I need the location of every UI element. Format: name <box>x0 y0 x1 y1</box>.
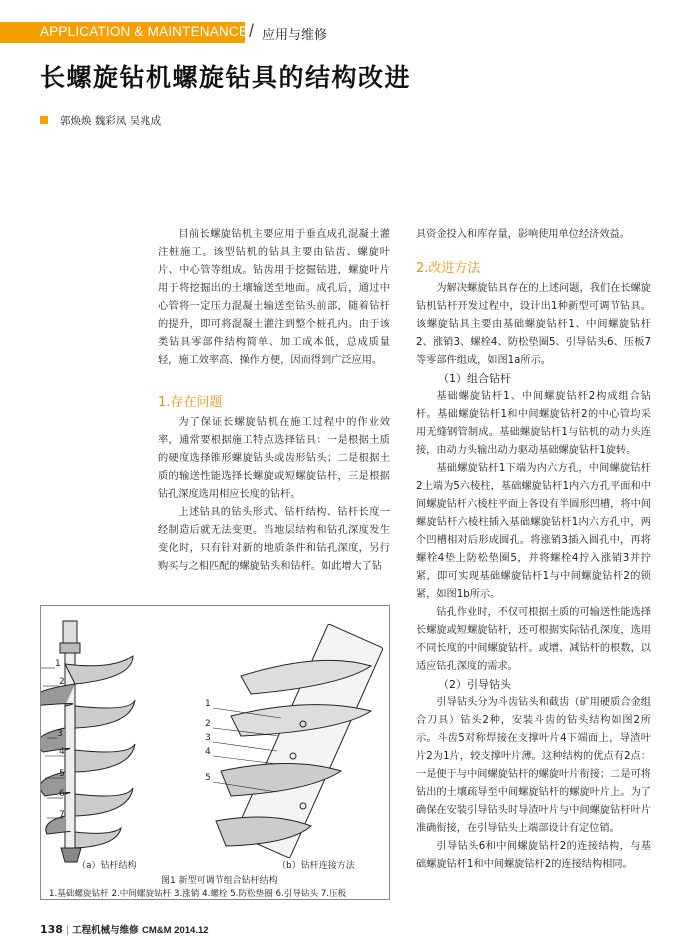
combined-rod-paragraph-2: 基础螺旋钻杆1下端为内六方孔，中间螺旋钻杆2上端为5六棱柱，基础螺旋钻杆1内六方孔平面和中间螺旋钻杆六棱柱平面上各设有半圆形凹槽，将中间螺旋钻杆六棱柱插入基础螺旋钻杆1内六方孔中，两个凹槽相对后形成圆孔。将涨销3插入圆孔中，再将螺栓4垫上防松垫圈5，并将螺栓4拧入涨销3并拧紧，即可实现基础螺旋钻杆1与中间螺旋钻杆2的锁紧，如图1b所示。 <box>416 463 651 600</box>
banner-section-en: APPLICATION & MAINTENANCE <box>40 24 249 39</box>
article-title: 长螺旋钻机螺旋钻具的结构改进 <box>40 63 412 92</box>
journal-issue: CM&M 2014.12 <box>142 925 209 936</box>
continued-paragraph: 具资金投入和库存量，影响使用单位经济效益。 <box>416 229 630 240</box>
figure-legend: 1.基础螺旋钻杆 2.中间螺旋钻杆 3.涨销 4.螺栓 5.防松垫圈 6.引导钻头 7.压板 <box>49 889 347 899</box>
subcaption-b: （b）钻杆连接方法 <box>277 861 355 871</box>
callout-b-1: 1 <box>205 699 211 709</box>
author-names: 郭焕焕 魏彩凤 吴兆成 <box>60 115 162 127</box>
page-number: 138 <box>40 923 63 936</box>
connection-drawing-b <box>213 624 383 859</box>
problems-paragraph-2: 上述钻具的钻头形式、钻杆结构、钻杆长度一经制造后就无法变更。当地层结构和钻孔深度发生变化时，只有针对新的地质条件和钻孔深度，另行购买与之相匹配的螺旋钻头和钻杆。如此增大了钻 <box>158 507 390 572</box>
left-column <box>158 226 390 576</box>
figure-caption: 图1 新型可调节组合钻杆结构 <box>161 876 278 886</box>
callout-b-4: 4 <box>205 747 211 757</box>
callout-a-7: 7 <box>59 810 65 820</box>
drill-rod-drawing <box>41 606 391 901</box>
author-line <box>40 113 161 128</box>
section-heading-improvement: 2.改进方法 <box>416 261 481 276</box>
right-column <box>416 226 651 874</box>
subheading-guide-bit: （2）引导钻头 <box>438 678 511 691</box>
guide-bit-paragraph-2: 引导钻头6和中间螺旋钻杆2的连接结构，与基础螺旋钻杆1和中间螺旋钻杆2的连接结构相同。 <box>416 841 651 870</box>
subcaption-a: （a）钻杆结构 <box>77 861 137 871</box>
callout-a-4: 4 <box>59 747 65 757</box>
subheading-combined-rod: （1）组合钻杆 <box>438 372 511 385</box>
journal-name: 工程机械与维修 <box>72 925 139 936</box>
banner-slash: / <box>249 21 255 41</box>
section-heading-problems: 1.存在问题 <box>158 395 223 410</box>
callout-b-5: 5 <box>205 773 211 783</box>
callout-a-5: 5 <box>59 769 65 779</box>
footer-separator: | <box>65 925 70 936</box>
problems-paragraph-1: 为了保证长螺旋钻机在施工过程中的作业效率，通常要根据施工特点选择钻具：一是根据土质的硬度选择锥形螺旋钻头或齿形钻头；二是根据土质的输送性能选择长螺旋或短螺旋钻杆，三是根据钻孔深度选用相应长度的钻杆。 <box>158 417 390 500</box>
combined-rod-paragraph-3: 钻孔作业时，不仅可根据土质的可输送性能选择长螺旋或短螺旋钻杆，还可根据实际钻孔深度，选用不同长度的中间螺旋钻杆。或增、减钻杆的根数，以适应钻孔深度的需求。 <box>416 607 651 672</box>
callout-a-6: 6 <box>59 789 65 799</box>
callout-a-2: 2 <box>59 677 65 687</box>
figure-1 <box>40 605 390 900</box>
callout-a-1: 1 <box>55 659 61 669</box>
improvement-paragraph-1: 为解决螺旋钻具存在的上述问题，我们在长螺旋钻机钻杆开发过程中，设计出1种新型可调节钻具。该螺旋钻具主要由基础螺旋钻杆1、中间螺旋钻杆2、涨销3、螺栓4、防松垫圈5、引导钻头6、压板7等零部件组成，如图1a所示。 <box>416 283 651 366</box>
page-footer <box>40 922 209 936</box>
author-marker-icon <box>40 116 48 124</box>
banner-section-cn: 应用与维修 <box>262 28 328 43</box>
guide-bit-paragraph-1: 引导钻头分为斗齿钻头和截齿（矿用硬质合金组合刀具）钻头2种，安装斗齿的钻头结构如图2所示。斗齿5对称焊接在支撑叶片4下端面上，导渣叶片2为1片，较支撑叶片薄。这种结构的优点有2点：一是便于与中间螺旋钻杆的螺旋叶片衔接；二是可将钻出的土壤疏导至中间螺旋钻杆的螺旋叶片上。为了确保在安装引导钻头时导渣叶片与中间螺旋钻杆叶片准确衔接，在引导钻头上端部设计有定位销。 <box>416 697 651 834</box>
section-banner <box>0 22 700 43</box>
intro-paragraph: 目前长螺旋钻机主要应用于垂直成孔混凝土灌注桩施工。该型钻机的钻具主要由钻齿、螺旋叶片、中心管等组成。钻齿用于挖掘钻进，螺旋叶片用于将挖掘出的土壤输送至地面。成孔后，通过中心管将一定压力混凝土输送至钻头前部，随着钻杆的提升，即可将混凝土灌注到整个桩孔内。由于该类钻具零部件结构简单、加工成本低，总成质量轻，施工效率高、操作方便，因而得到广泛应用。 <box>158 229 390 366</box>
callout-b-2: 2 <box>205 719 211 729</box>
combined-rod-paragraph-1: 基础螺旋钻杆1、中间螺旋钻杆2构成组合钻杆。基础螺旋钻杆1和中间螺旋钻杆2的中心管均采用无缝钢管制成。基础螺旋钻杆1与钻机的动力头连接，由动力头输出动力驱动基础螺旋钻杆1旋转。 <box>416 391 651 456</box>
callout-b-3: 3 <box>205 733 211 743</box>
callout-a-3: 3 <box>57 729 63 739</box>
auger-drawing-a <box>41 621 135 862</box>
